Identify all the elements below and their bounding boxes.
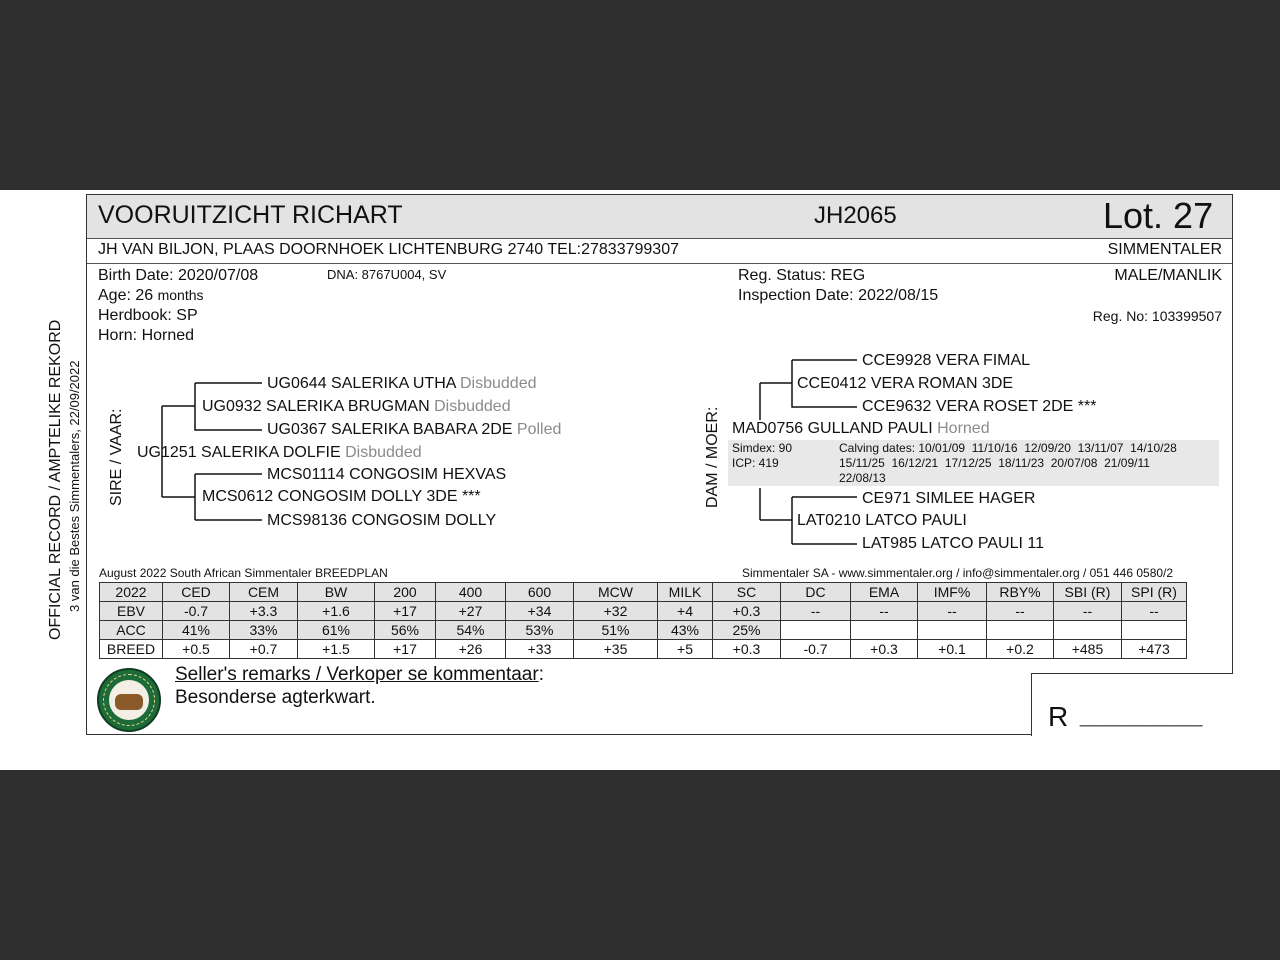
cell: 25% xyxy=(713,621,781,640)
sire-grand-sire xyxy=(202,398,511,416)
ebv-row xyxy=(100,602,1187,621)
cell: 53% xyxy=(506,621,574,640)
breed-row xyxy=(100,640,1187,659)
cell: +32 xyxy=(574,602,658,621)
dam-gg-dam-1: CCE9632 VERA ROSET 2DE *** xyxy=(862,398,1097,415)
cell xyxy=(851,621,918,640)
header-cell: 2022 xyxy=(100,583,163,602)
cell: -0.7 xyxy=(781,640,851,659)
age-value: Age: 26 xyxy=(98,287,154,304)
header-cell: 200 xyxy=(375,583,436,602)
cell: +33 xyxy=(506,640,574,659)
dam-gg-sire-2: CE971 SIMLEE HAGER xyxy=(862,490,1036,507)
horn-note: Disbudded xyxy=(345,444,422,461)
cell: +5 xyxy=(658,640,713,659)
cell: +0.2 xyxy=(987,640,1054,659)
breedplan-caption: August 2022 South African Simmentaler BREEDPLAN xyxy=(99,566,388,580)
sire-grand-dam: MCS0612 CONGOSIM DOLLY 3DE *** xyxy=(202,488,481,505)
horn-note: Disbudded xyxy=(459,375,537,392)
cell: +17 xyxy=(375,640,436,659)
horn-note: Disbudded xyxy=(434,398,511,415)
dam-grand-dam: LAT0210 LATCO PAULI xyxy=(797,512,967,529)
cell: +0.5 xyxy=(163,640,230,659)
header-cell: IMF% xyxy=(918,583,987,602)
dam-grand-sire: CCE0412 VERA ROMAN 3DE xyxy=(797,375,1014,392)
animal-name: UG1251 SALERIKA DOLFIE xyxy=(137,444,341,461)
header-cell: BW xyxy=(298,583,375,602)
cell: +0.7 xyxy=(230,640,298,659)
cell: +17 xyxy=(375,602,436,621)
horn-note: Polled xyxy=(516,421,562,438)
cell: -- xyxy=(918,602,987,621)
icp: ICP: 419 xyxy=(732,456,779,470)
cell: -- xyxy=(781,602,851,621)
cell: -- xyxy=(987,602,1054,621)
animal-name: VOORUITZICHT RICHART xyxy=(98,201,403,229)
header-cell: MCW xyxy=(574,583,658,602)
cell: 56% xyxy=(375,621,436,640)
header-cell: CEM xyxy=(230,583,298,602)
cell xyxy=(1122,621,1187,640)
sire-label: SIRE / VAAR: xyxy=(108,408,125,506)
dna-info: DNA: 8767U004, SV xyxy=(327,267,447,282)
sex: MALE/MANLIK xyxy=(1114,267,1222,284)
breed-name: SIMMENTALER xyxy=(1107,241,1222,258)
cell: -- xyxy=(1054,602,1122,621)
cell: ACC xyxy=(100,621,163,640)
cell: +35 xyxy=(574,640,658,659)
calving-dates-1: Calving dates: 10/01/09 11/10/16 12/09/20 13/11/07 14/10/28 xyxy=(839,441,1177,455)
header-cell: 400 xyxy=(436,583,506,602)
cell: -- xyxy=(1122,602,1187,621)
cell: +0.3 xyxy=(713,602,781,621)
cell: 61% xyxy=(298,621,375,640)
cell: +485 xyxy=(1054,640,1122,659)
ebv-header-row xyxy=(100,583,1187,602)
cell xyxy=(987,621,1054,640)
cell: +473 xyxy=(1122,640,1187,659)
age-unit: months xyxy=(157,287,204,303)
header-cell: RBY% xyxy=(987,583,1054,602)
cell: +34 xyxy=(506,602,574,621)
official-record-label: OFFICIAL RECORD / AMPTELIKE REKORD xyxy=(47,319,64,640)
horn-note: Horned xyxy=(937,420,990,437)
ebv-table xyxy=(99,582,1187,659)
animal-name: MAD0756 GULLAND PAULI xyxy=(732,420,933,437)
animal-name: UG0367 SALERIKA BABARA 2DE xyxy=(267,421,513,438)
contact-caption: Simmentaler SA - www.simmentaler.org / info@simmentaler.org / 051 446 0580/2 xyxy=(742,566,1174,580)
cell: +4 xyxy=(658,602,713,621)
acc-row xyxy=(100,621,1187,640)
birth-date: Birth Date: 2020/07/08 xyxy=(98,267,259,284)
dam-gg-sire-1: CCE9928 VERA FIMAL xyxy=(862,352,1031,369)
header-cell: SC xyxy=(713,583,781,602)
animal-name: UG0644 SALERIKA UTHA xyxy=(267,375,456,392)
calving-dates-2: 15/11/25 16/12/21 17/12/25 18/11/23 20/07/08 21/09/11 xyxy=(839,456,1150,470)
cell: +3.3 xyxy=(230,602,298,621)
header-cell: SPI (R) xyxy=(1122,583,1187,602)
horn-status: Horn: Horned xyxy=(98,327,195,344)
cell xyxy=(1054,621,1122,640)
dam-gg-dam-2: LAT985 LATCO PAULI 11 xyxy=(862,535,1045,552)
cell: +1.6 xyxy=(298,602,375,621)
inspection-date: Inspection Date: 2022/08/15 xyxy=(738,287,939,304)
calving-dates-3: 22/08/13 xyxy=(839,471,886,485)
remarks-colon: : xyxy=(538,664,544,685)
cell: +26 xyxy=(436,640,506,659)
cell: +1.5 xyxy=(298,640,375,659)
cell: 43% xyxy=(658,621,713,640)
dam-label: DAM / MOER: xyxy=(704,406,721,508)
sire-gg-dam-1 xyxy=(267,421,561,439)
sale-date-label: 3 van die Bestes Simmentalers, 22/09/2022 xyxy=(67,360,82,612)
reg-number: Reg. No: 103399507 xyxy=(1092,308,1222,324)
header-cell: CED xyxy=(163,583,230,602)
remarks-title: Seller's remarks / Verkoper se kommentaar xyxy=(175,664,539,685)
simmentaler-logo-icon xyxy=(97,668,161,732)
herdbook: Herdbook: SP xyxy=(98,307,198,324)
cell: 54% xyxy=(436,621,506,640)
lot-number: Lot. 27 xyxy=(1103,195,1214,236)
cell: EBV xyxy=(100,602,163,621)
price-blank[interactable]: __________ xyxy=(1080,702,1203,727)
sire-gg-sire-1 xyxy=(267,375,536,393)
cell: +0.1 xyxy=(918,640,987,659)
sire-gg-dam-2: MCS98136 CONGOSIM DOLLY xyxy=(267,512,497,529)
cell: BREED xyxy=(100,640,163,659)
animal-id-code: JH2065 xyxy=(814,202,897,229)
sire-name xyxy=(137,444,422,462)
cell: +0.3 xyxy=(713,640,781,659)
header-cell: SBI (R) xyxy=(1054,583,1122,602)
reg-status: Reg. Status: REG xyxy=(738,267,866,284)
header-cell: MILK xyxy=(658,583,713,602)
cell: +27 xyxy=(436,602,506,621)
cell: +0.3 xyxy=(851,640,918,659)
simdex: Simdex: 90 xyxy=(732,441,793,455)
animal-name: UG0932 SALERIKA BRUGMAN xyxy=(202,398,430,415)
cell: 51% xyxy=(574,621,658,640)
remarks-text: Besonderse agterkwart. xyxy=(175,687,376,708)
remarks-heading xyxy=(175,664,544,686)
sire-gg-sire-2: MCS01114 CONGOSIM HEXVAS xyxy=(267,466,507,483)
cell: -0.7 xyxy=(163,602,230,621)
price-currency: R xyxy=(1048,701,1069,732)
header-cell: 600 xyxy=(506,583,574,602)
cell: -- xyxy=(851,602,918,621)
dam-name xyxy=(732,420,990,438)
cell: 41% xyxy=(163,621,230,640)
header-cell: EMA xyxy=(851,583,918,602)
header-cell: DC xyxy=(781,583,851,602)
breeder-line: JH VAN BILJON, PLAAS DOORNHOEK LICHTENBURG 2740 TEL:27833799307 xyxy=(98,241,679,258)
cell xyxy=(918,621,987,640)
cell: 33% xyxy=(230,621,298,640)
cell xyxy=(781,621,851,640)
